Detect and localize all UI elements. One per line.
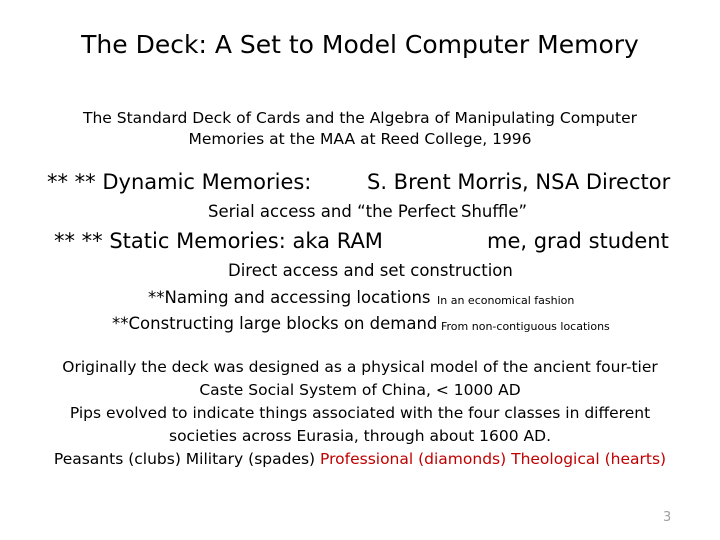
naming-item: **Naming and accessing locations xyxy=(148,288,431,307)
paragraph-line-1: Originally the deck was designed as a physical model of the ancient four-tier xyxy=(62,358,658,376)
constructing-note: From non-contiguous locations xyxy=(441,320,610,333)
subtitle-line-1: The Standard Deck of Cards and the Algebra of Manipulating Computer xyxy=(83,109,637,127)
history-paragraph xyxy=(0,356,720,471)
page-number: 3 xyxy=(663,510,672,525)
suits-line xyxy=(0,448,720,471)
subtitle-line-2: Memories at the MAA at Reed College, 1996 xyxy=(188,130,532,148)
suits-black-text: Peasants (clubs) Military (spades) xyxy=(53,450,321,468)
suits-red-text: Professional (diamonds) Theological (hearts) xyxy=(320,450,667,468)
paragraph-line-2: Caste Social System of China, < 1000 AD xyxy=(199,381,521,399)
static-memories-label: ** ** Static Memories: aka RAM xyxy=(54,229,383,253)
dynamic-memories-person: S. Brent Morris, NSA Director xyxy=(367,170,671,194)
slide-subtitle xyxy=(0,108,720,150)
naming-note: In an economical fashion xyxy=(437,294,575,307)
slide-title: The Deck: A Set to Model Computer Memory xyxy=(81,30,639,59)
paragraph-line-4: societies across Eurasia, through about 1600 AD. xyxy=(169,427,551,445)
dynamic-memories-detail: Serial access and “the Perfect Shuffle” xyxy=(208,202,528,221)
dynamic-memories-label: ** ** Dynamic Memories: xyxy=(47,170,312,194)
static-memories-person: me, grad student xyxy=(487,229,669,253)
paragraph-line-3: Pips evolved to indicate things associated with the four classes in different xyxy=(69,404,651,422)
static-memories-detail: Direct access and set construction xyxy=(228,261,513,280)
constructing-item: **Constructing large blocks on demand xyxy=(112,314,438,333)
